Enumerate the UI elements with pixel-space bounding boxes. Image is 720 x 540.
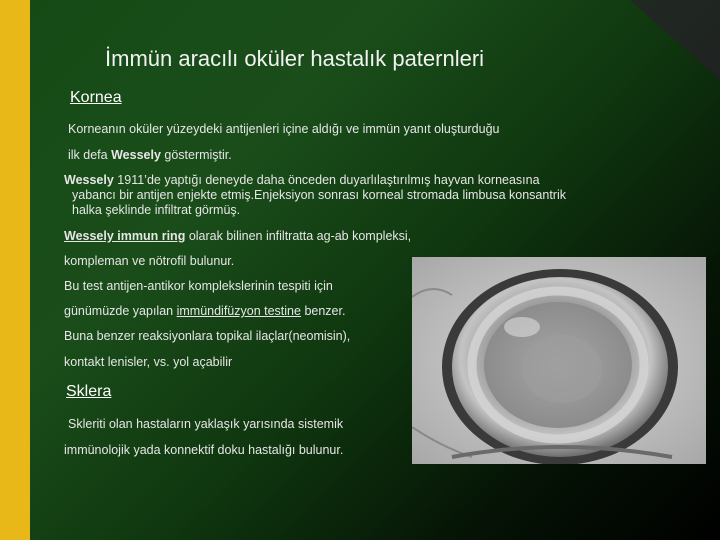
sklera-line-2: immünolojik yada konnektif doku hastalığı bulunur. — [64, 443, 344, 457]
eye-illustration — [412, 257, 706, 464]
kornea-line-6: Wessely immun ring olarak bilinen infiltratta ag-ab kompleksi, — [64, 229, 412, 243]
kornea-line-10: Buna benzer reaksiyonlara topikal ilaçlar(neomisin), — [64, 329, 351, 343]
kornea-line-1: Korneanın oküler yüzeydeki antijenleri içine aldığı ve immün yanıt oluşturduğu — [68, 122, 500, 136]
sklera-line-1: Skleriti olan hastaların yaklaşık yarısında sistemik — [68, 417, 344, 431]
kornea-line-8: Bu test antijen-antikor komplekslerinin tespiti için — [64, 279, 333, 293]
kornea-line-3: Wessely 1911’de yaptığı deneyde daha önceden duyarlılaştırılmış hayvan korneasına — [64, 173, 540, 187]
accent-bar — [0, 0, 30, 540]
eye-photo — [412, 257, 706, 464]
slide-title: İmmün aracılı oküler hastalık paternleri — [105, 46, 485, 71]
heading-sklera: Sklera — [66, 383, 112, 400]
heading-kornea: Kornea — [70, 89, 122, 106]
kornea-line-4: yabancı bir antijen enjekte etmiş.Enjeksiyon sonrası korneal stromada limbusa konsantrik — [72, 188, 566, 202]
kornea-line-9: günümüzde yapılan immündifüzyon testine benzer. — [64, 304, 346, 318]
kornea-line-2: ilk defa Wessely göstermiştir. — [68, 148, 232, 162]
kornea-line-11: kontakt lenisler, vs. yol açabilir — [64, 355, 233, 369]
kornea-line-7: kompleman ve nötrofil bulunur. — [64, 254, 235, 268]
kornea-line-5: halka şeklinde infiltrat görmüş. — [72, 203, 241, 217]
